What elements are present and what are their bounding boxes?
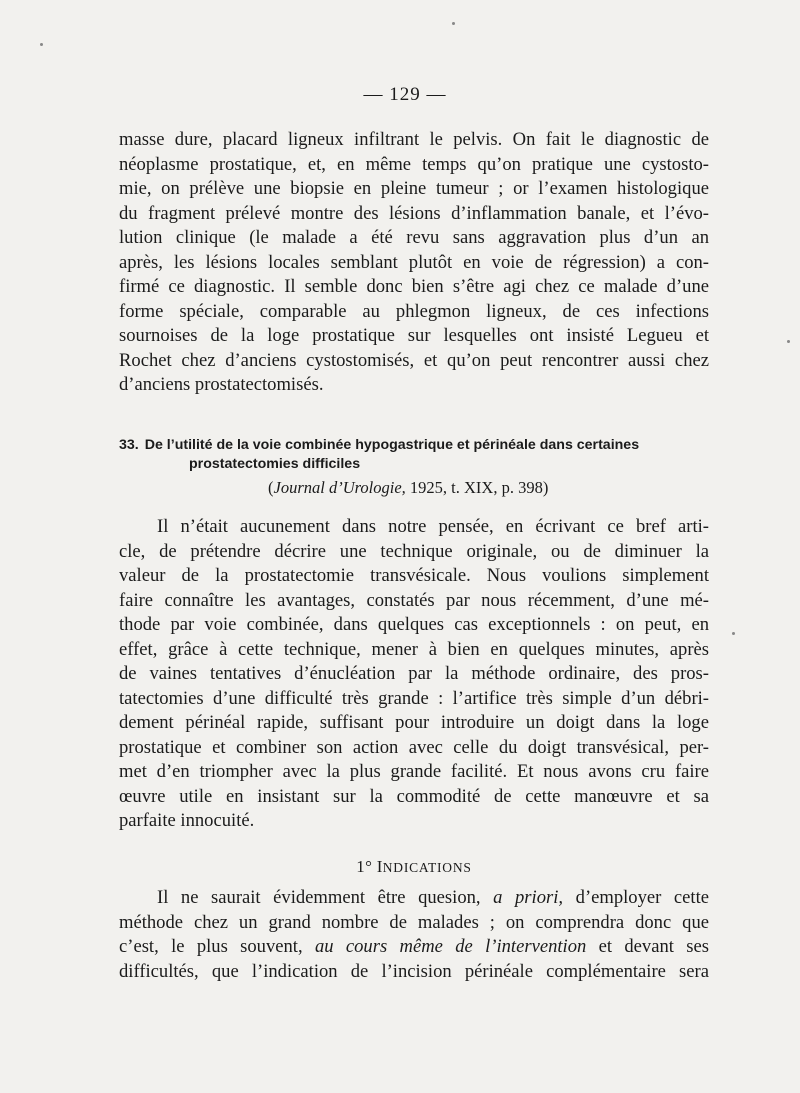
italic-phrase: au cours même de l’intervention: [314, 936, 587, 957]
text-line: firmé ce diagnostic. Il semble donc bien s’être agi chez ce malade d’une: [119, 276, 709, 297]
text-segment: d’employer cette: [575, 887, 710, 908]
text-line: sournoises de la loge prostatique sur lesquelles ont insisté Legueu et: [119, 325, 709, 346]
section-heading: [0, 857, 800, 877]
paper-speck: [452, 22, 455, 25]
text-line: œuvre utile en insistant sur la commodité de cette manœuvre et sa: [119, 785, 709, 807]
text-line: cle, de prétendre décrire une technique originale, ou de diminuer la: [119, 540, 709, 562]
text-line: néoplasme prostatique, et, en même temps qu’on pratique une cystosto-: [119, 153, 709, 175]
text-line: masse dure, placard ligneux infiltrant le pelvis. On fait le diagnostic de: [119, 129, 709, 150]
text-line: Rochet chez d’anciens cystostomisés, et qu’on peut rencontrer aussi chez: [119, 349, 709, 371]
paper-speck: [732, 632, 735, 635]
text-line: faire connaître les avantages, constatés par nous récemment, d’une mé-: [119, 589, 709, 611]
text-line: de vaines tentatives d’énucléation par la méthode ordinaire, des pros-: [119, 663, 709, 684]
text-line: d’anciens prostatectomisés.: [119, 374, 324, 395]
text-line: tatectomies d’une difficulté très grande : l’artifice très simple d’un débri-: [119, 687, 709, 709]
article-number: 33.: [119, 437, 139, 453]
text-line: difficultés, que l’indication de l’incision périnéale complémentaire sera: [119, 960, 709, 982]
citation-journal: Journal d’Urologie,: [273, 478, 406, 497]
text-line: thode par voie combinée, dans quelques cas exceptionnels : on peut, en: [119, 614, 709, 635]
text-line: du fragment prélevé montre des lésions d’inflammation banale, et l’évo-: [119, 202, 709, 224]
text-line: prostatique et combiner son action avec celle du doigt transvésical, per-: [119, 736, 709, 758]
text-segment: c’est, le plus souvent,: [119, 936, 303, 957]
page-number: — 129 —: [363, 84, 447, 105]
italic-phrase: a priori,: [493, 887, 564, 908]
article-title-line-2: prostatectomies difficiles: [189, 456, 361, 472]
paragraph-1: [119, 128, 709, 398]
text-line: forme spéciale, comparable au phlegmon ligneux, de ces infections: [119, 300, 709, 322]
paragraph-3: [119, 886, 709, 984]
citation-details: 1925, t. XIX, p. 398): [409, 478, 549, 497]
text-line: [119, 935, 709, 960]
text-line: lution clinique (le malade a été revu sans aggravation plus d’un an: [119, 227, 709, 248]
text-line: [119, 886, 709, 911]
article-heading: [119, 436, 719, 474]
text-line: met d’en triompher avec la plus grande facilité. Et nous avons cru faire: [119, 761, 709, 782]
text-segment: et devant ses: [598, 936, 709, 957]
article-title: De l’utilité de la voie combinée hypogastrique et périnéale dans certaines: [144, 437, 640, 453]
citation-open-paren: (: [268, 478, 274, 497]
text-line: valeur de la prostatectomie transvésicale. Nous voulions simplement: [119, 565, 709, 586]
text-segment: Il ne saurait évidemment être quesion,: [157, 887, 481, 908]
paper-speck: [787, 340, 790, 343]
section-number: 1°: [356, 857, 373, 876]
paper-speck: [40, 43, 43, 46]
text-line: après, les lésions locales semblant plutôt en voie de régression) a con-: [119, 251, 709, 273]
section-title-initial: I: [376, 857, 383, 876]
text-line: Il n’était aucunement dans notre pensée, en écrivant ce bref arti-: [157, 516, 709, 537]
text-line: parfaite innocuité.: [119, 810, 255, 831]
paragraph-2: [119, 515, 709, 834]
text-line: effet, grâce à cette technique, mener à bien en quelques minutes, après: [119, 638, 709, 660]
article-title-line-1: [119, 436, 719, 455]
article-citation: [268, 478, 548, 498]
text-line: mie, on prélève une biopsie en pleine tumeur ; or l’examen histologique: [119, 178, 709, 199]
text-line: dement périnéal rapide, suffisant pour introduire un doigt dans la loge: [119, 712, 709, 733]
section-title-rest: NDICATIONS: [382, 860, 472, 875]
text-line: méthode chez un grand nombre de malades ; on comprendra donc que: [119, 911, 709, 933]
